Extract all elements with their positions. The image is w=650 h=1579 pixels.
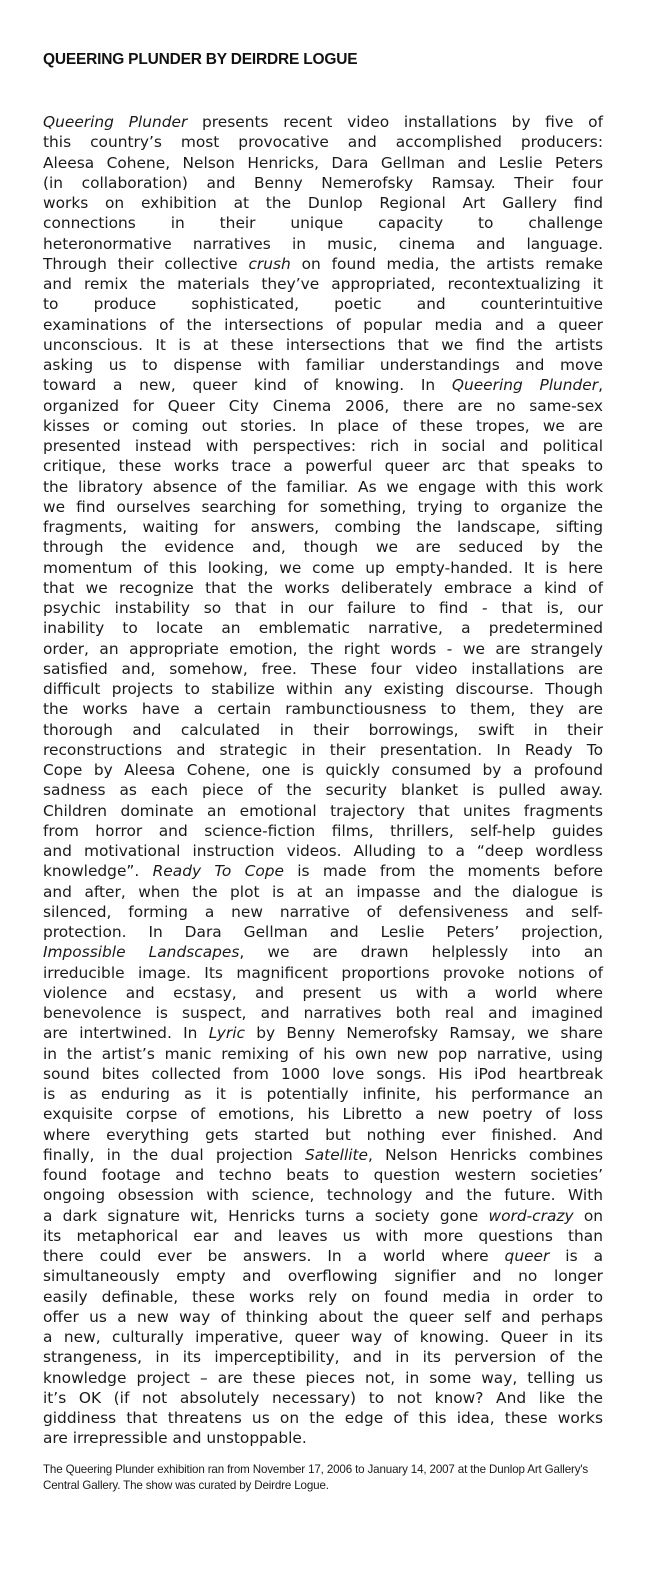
body-text-run: presents recent video installations by five of xyxy=(187,113,603,131)
body-line-text xyxy=(43,315,603,335)
body-line-text xyxy=(43,274,603,294)
body-line-text xyxy=(43,942,603,962)
body-line-text xyxy=(43,1206,603,1226)
body-line-text xyxy=(43,1165,603,1185)
body-line xyxy=(43,1104,603,1124)
body-line xyxy=(43,1388,603,1408)
body-text-run: ongoing obsession with science, technology and the future. With xyxy=(43,1186,603,1205)
body-line-text xyxy=(43,1368,603,1388)
body-line-text xyxy=(43,983,603,1003)
body-line-text xyxy=(43,1408,603,1428)
body-line xyxy=(43,558,603,578)
body-line-text xyxy=(43,234,603,254)
body-text-run: works on exhibition at the Dunlop Regional Art Gallery find xyxy=(43,194,603,212)
body-line xyxy=(43,801,603,821)
body-line xyxy=(43,821,603,841)
body-text-run: on xyxy=(573,1206,603,1225)
body-line-text xyxy=(43,902,603,922)
body-text-run: we find ourselves searching for something, trying to organize the xyxy=(43,497,603,516)
body-text-run: finally, in the dual projection xyxy=(43,1145,305,1164)
body-line-text xyxy=(43,558,603,578)
body-line xyxy=(43,942,603,962)
body-text-run: simultaneously empty and overflowing signifier and no longer xyxy=(43,1267,603,1286)
italic-title-text: Queering Plunder xyxy=(451,376,599,395)
italic-title-text: queer xyxy=(504,1247,550,1265)
body-line xyxy=(43,1307,603,1327)
body-text-run: exquisite corpse of emotions, his Libretto a new poetry of loss xyxy=(43,1105,603,1124)
italic-title-text: word-crazy xyxy=(488,1206,574,1225)
body-text-run: its metaphorical ear and leaves us with more questions than xyxy=(43,1226,603,1245)
italic-title-text: crush xyxy=(248,254,291,273)
body-line-text xyxy=(43,294,603,314)
body-text-run: Through their collective xyxy=(43,254,249,273)
body-text-run: critique, these works trace a powerful queer arc that speaks to xyxy=(43,457,603,476)
body-line xyxy=(43,922,603,942)
body-line-text xyxy=(43,396,603,416)
body-line xyxy=(43,132,603,152)
body-line xyxy=(43,355,603,375)
body-line xyxy=(43,335,603,355)
body-text-run: satisfied and, somehow, free. These four video installations are xyxy=(43,659,603,678)
body-line xyxy=(43,193,603,213)
body-text-run: (in collaboration) and Benny Nemerofsky Ramsay. Their four xyxy=(43,173,603,192)
body-text-run: in the artist’s manic remixing of his own new pop narrative, using xyxy=(43,1044,603,1063)
body-line xyxy=(43,659,603,679)
body-line xyxy=(43,1023,603,1043)
body-line xyxy=(43,1084,603,1104)
body-line-text xyxy=(43,1287,603,1307)
body-text-run: a dark signature wit, Henricks turns a society gone xyxy=(43,1206,489,1225)
body-line xyxy=(43,254,603,274)
italic-title-text: Impossible Landscapes xyxy=(43,943,240,962)
italic-title-text: Satellite xyxy=(304,1145,369,1164)
body-line-text xyxy=(43,659,603,679)
body-line xyxy=(43,983,603,1003)
body-text-run: offer us a new way of thinking about the queer self and perhaps xyxy=(43,1307,603,1326)
body-text-run: unconscious. It is at these intersections that we find the artists xyxy=(43,335,603,354)
body-line-text xyxy=(43,335,603,355)
body-line-text xyxy=(43,882,603,902)
body-text-run: to produce sophisticated, poetic and counterintuitive xyxy=(43,295,603,314)
body-line-text xyxy=(43,821,603,841)
italic-title-text: Queering Plunder xyxy=(43,113,188,131)
body-line-text xyxy=(43,720,603,740)
body-text-run: Cope by Aleesa Cohene, one is quickly consumed by a profound xyxy=(43,761,603,779)
body-text-run: are irrepressible and unstoppable. xyxy=(43,1429,307,1448)
body-line-text xyxy=(43,1003,603,1023)
body-text-run: sound bites collected from 1000 love songs. His iPod heartbreak xyxy=(43,1064,603,1083)
body-line xyxy=(43,679,603,699)
body-line xyxy=(43,173,603,193)
body-line-text xyxy=(43,1327,603,1347)
body-line-text xyxy=(43,639,603,659)
body-line xyxy=(43,153,603,173)
body-line-text xyxy=(43,173,603,193)
body-line xyxy=(43,436,603,456)
body-line xyxy=(43,294,603,314)
body-line-text xyxy=(43,1246,603,1266)
body-text-run: , xyxy=(598,376,603,395)
body-text-run: thorough and calculated in their borrowings, swift in their xyxy=(43,720,603,739)
body-text-run: on found media, the artists remake xyxy=(290,254,603,273)
body-line xyxy=(43,760,603,780)
body-text-run: momentum of this looking, we come up empty-handed. It is here xyxy=(43,558,603,577)
body-line-text xyxy=(43,922,603,942)
article-footer-note: The Queering Plunder exhibition ran from November 17, 2006 to January 14, 2007 at the Dunlop Art Gallery's Central Gallery. The show was curated by Deirdre Logue. xyxy=(43,1463,589,1492)
body-line xyxy=(43,274,603,294)
body-line-text xyxy=(43,780,603,800)
body-text-run: is made from the moments before xyxy=(283,862,604,881)
body-text-run: the libratory absence of the familiar. As we engage with this work xyxy=(43,477,603,496)
body-line-text xyxy=(43,963,603,983)
body-line-text xyxy=(43,456,603,476)
body-text-run: through the evidence and, though we are seduced by the xyxy=(43,538,603,557)
body-line xyxy=(43,1206,603,1226)
body-line xyxy=(43,1003,603,1023)
body-line-text xyxy=(43,1023,603,1043)
italic-title-text: Lyric xyxy=(208,1024,245,1043)
body-line xyxy=(43,598,603,618)
body-text-run: it’s OK (if not absolutely necessary) to not know? And like the xyxy=(43,1388,603,1407)
body-text-run: this country’s most provocative and accomplished producers: xyxy=(43,133,603,152)
body-line-text xyxy=(43,254,603,274)
body-text-run: a new, culturally imperative, queer way of knowing. Queer in its xyxy=(43,1328,603,1346)
body-line xyxy=(43,699,603,719)
body-text-run: psychic instability so that in our failure to find - that is, our xyxy=(43,599,603,617)
body-line-text xyxy=(43,1104,603,1124)
body-text-run: Aleesa Cohene, Nelson Henricks, Dara Gellman and Leslie Peters xyxy=(43,153,603,172)
body-line-text xyxy=(43,213,603,233)
body-line xyxy=(43,1327,603,1347)
article-body xyxy=(43,112,603,1449)
body-line-text xyxy=(43,355,603,375)
body-line xyxy=(43,720,603,740)
body-line xyxy=(43,902,603,922)
body-line xyxy=(43,578,603,598)
body-text-run: inability to locate an emblematic narrative, a predetermined xyxy=(43,619,603,638)
body-line xyxy=(43,861,603,881)
body-line xyxy=(43,1428,603,1448)
body-text-run: silenced, forming a new narrative of defensiveness and self- xyxy=(43,902,603,921)
body-line-text xyxy=(43,1084,603,1104)
body-line xyxy=(43,841,603,861)
body-line xyxy=(43,1347,603,1367)
body-text-run: protection. In Dara Gellman and Leslie Peters’ projection, xyxy=(43,923,603,941)
body-line-text xyxy=(43,1347,603,1367)
body-line-text xyxy=(43,578,603,598)
body-line-text xyxy=(43,1044,603,1064)
body-line xyxy=(43,740,603,760)
body-text-run: found footage and techno beats to question western societies’ xyxy=(43,1166,603,1184)
body-text-run: knowledge project – are these pieces not, in some way, telling us xyxy=(43,1368,603,1387)
body-text-run: violence and ecstasy, and present us with a world where xyxy=(43,983,603,1002)
body-line-text xyxy=(43,618,603,638)
body-text-run: difficult projects to stabilize within any existing discourse. Though xyxy=(43,680,603,698)
body-line-text xyxy=(43,740,603,760)
body-line-text xyxy=(43,537,603,557)
body-text-run: sadness as each piece of the security blanket is pulled away. xyxy=(43,781,603,800)
body-text-run: there could ever be answers. In a world where xyxy=(43,1247,505,1265)
body-text-run: knowledge”. xyxy=(43,862,153,881)
body-line-text xyxy=(43,112,603,132)
body-line xyxy=(43,315,603,335)
body-text-run: , Nelson Henricks combines xyxy=(368,1145,603,1164)
body-line-text xyxy=(43,436,603,456)
body-line xyxy=(43,618,603,638)
body-line-text xyxy=(43,1388,603,1408)
body-line xyxy=(43,1266,603,1286)
body-line xyxy=(43,497,603,517)
body-text-run: heteronormative narratives in music, cinema and language. xyxy=(43,234,603,253)
body-line-text xyxy=(43,1145,603,1165)
body-line xyxy=(43,213,603,233)
body-line-text xyxy=(43,153,603,173)
italic-title-text: Ready To Cope xyxy=(152,862,284,881)
body-line xyxy=(43,639,603,659)
body-line-text xyxy=(43,1125,603,1145)
body-line-text xyxy=(43,1428,603,1448)
body-line xyxy=(43,963,603,983)
body-line xyxy=(43,112,603,132)
body-text-run: are intertwined. In xyxy=(43,1024,209,1043)
body-text-run: Children dominate an emotional trajectory that unites fragments xyxy=(43,801,603,820)
body-text-run: easily definable, these works rely on found media in order to xyxy=(43,1287,603,1306)
body-text-run: and after, when the plot is at an impasse and the dialogue is xyxy=(43,882,603,901)
body-line xyxy=(43,1044,603,1064)
body-line-text xyxy=(43,1226,603,1246)
body-line xyxy=(43,477,603,497)
article-title: QUEERING PLUNDER BY DEIRDRE LOGUE xyxy=(43,51,358,68)
body-text-run: benevolence is suspect, and narratives both real and imagined xyxy=(43,1004,603,1022)
body-text-run: and motivational instruction videos. Alluding to a “deep wordless xyxy=(43,842,603,860)
body-text-run: , we are drawn helplessly into an xyxy=(239,943,604,962)
body-line-text xyxy=(43,477,603,497)
body-line-text xyxy=(43,497,603,517)
body-line-text xyxy=(43,598,603,618)
body-text-run: asking us to dispense with familiar understandings and move xyxy=(43,356,603,374)
body-text-run: examinations of the intersections of popular media and a queer xyxy=(43,315,603,334)
body-line xyxy=(43,882,603,902)
body-line xyxy=(43,780,603,800)
body-line xyxy=(43,1125,603,1145)
body-line xyxy=(43,1368,603,1388)
body-line xyxy=(43,1287,603,1307)
body-line xyxy=(43,1226,603,1246)
body-line xyxy=(43,456,603,476)
body-line-text xyxy=(43,375,603,395)
body-text-run: kisses or coming out stories. In place of these tropes, we are xyxy=(43,416,603,435)
body-line-text xyxy=(43,517,603,537)
body-text-run: toward a new, queer kind of knowing. In xyxy=(43,376,452,395)
body-line-text xyxy=(43,699,603,719)
body-line-text xyxy=(43,1064,603,1084)
body-line-text xyxy=(43,1266,603,1286)
body-text-run: by Benny Nemerofsky Ramsay, we share xyxy=(244,1024,603,1043)
body-text-run: presented instead with perspectives: rich in social and political xyxy=(43,437,603,455)
body-line xyxy=(43,1064,603,1084)
body-line-text xyxy=(43,416,603,436)
body-line xyxy=(43,234,603,254)
body-text-run: reconstructions and strategic in their presentation. In Ready To xyxy=(43,740,603,759)
body-text-run: order, an appropriate emotion, the right words - we are strangely xyxy=(43,639,603,658)
body-text-run: the works have a certain rambunctiousness to them, they are xyxy=(43,700,603,719)
body-line xyxy=(43,375,603,395)
body-line-text xyxy=(43,679,603,699)
body-text-run: strangeness, in its imperceptibility, and in its perversion of the xyxy=(43,1348,603,1367)
body-line-text xyxy=(43,132,603,152)
body-line xyxy=(43,396,603,416)
body-line-text xyxy=(43,861,603,881)
body-line xyxy=(43,517,603,537)
body-text-run: giddiness that threatens us on the edge of this idea, these works xyxy=(43,1409,603,1427)
body-text-run: connections in their unique capacity to challenge xyxy=(43,214,603,233)
body-text-run: irreducible image. Its magnificent proportions provoke notions of xyxy=(43,963,603,982)
body-text-run: that we recognize that the works deliberately embrace a kind of xyxy=(43,578,603,597)
body-line-text xyxy=(43,193,603,213)
body-text-run: from horror and science-fiction films, thrillers, self-help guides xyxy=(43,821,603,840)
body-line xyxy=(43,1246,603,1266)
body-text-run: is as enduring as it is potentially infinite, his performance an xyxy=(43,1085,603,1103)
body-line xyxy=(43,1185,603,1205)
body-text-run: and remix the materials they’ve appropriated, recontextualizing it xyxy=(43,275,603,293)
body-line xyxy=(43,537,603,557)
body-line-text xyxy=(43,1307,603,1327)
body-text-run: fragments, waiting for answers, combing the landscape, sifting xyxy=(43,518,603,536)
body-line xyxy=(43,1165,603,1185)
body-text-run: is a xyxy=(549,1247,603,1265)
body-line-text xyxy=(43,841,603,861)
body-line xyxy=(43,1145,603,1165)
body-line-text xyxy=(43,801,603,821)
body-line xyxy=(43,1408,603,1428)
body-text-run: organized for Queer City Cinema 2006, there are no same-sex xyxy=(43,396,603,415)
body-line-text xyxy=(43,1185,603,1205)
body-line xyxy=(43,416,603,436)
body-text-run: where everything gets started but nothing ever finished. And xyxy=(43,1125,603,1144)
body-line-text xyxy=(43,760,603,780)
